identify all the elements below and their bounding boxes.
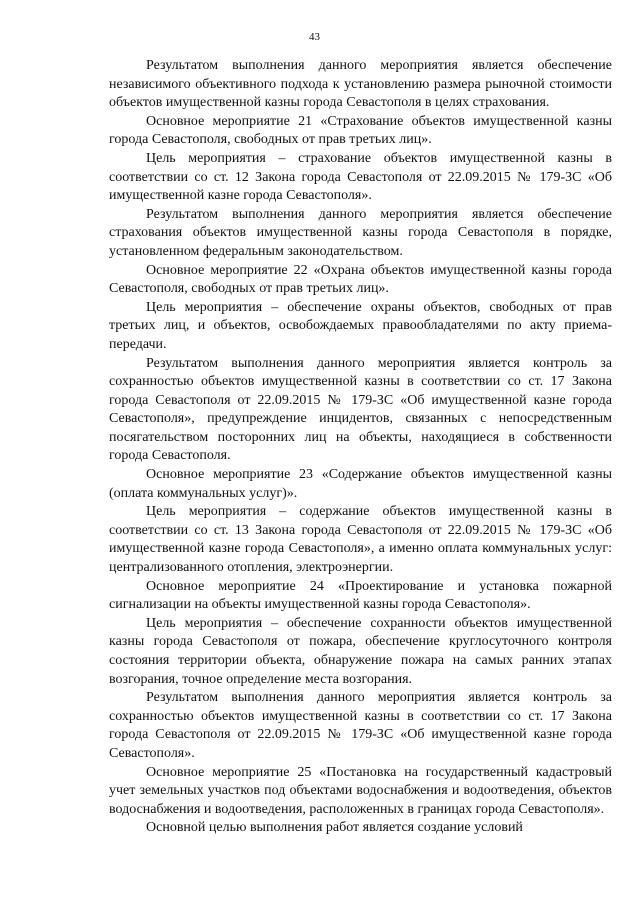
paragraph-goal-security: Цель мероприятия – обеспечение охраны объектов, свободных от прав третьих лиц, и объектов, освобождаемых правообладателями по акту приема-передачи.	[109, 299, 612, 352]
paragraph-goal-insurance: Цель мероприятия – страхование объектов имущественной казны в соответствии со ст. 12 Закона города Севастополя от 22.09.2015 № 179-ЗС «Об имущественной казне города Севастополя».	[109, 150, 612, 204]
paragraph-measure-21: Основное мероприятие 21 «Страхование объектов имущественной казны города Севастополя, свободных от прав третьих лиц».	[109, 113, 612, 148]
page-number: 43	[309, 31, 320, 43]
paragraph-goal-fire-alarm: Цель мероприятия – обеспечение сохранности объектов имущественной казны города Севастополя от пожара, обеспечение круглосуточного контроля состояния территории объекта, обнаружение пожара на самых ранних этапах возгорания, точное определение места возгорания.	[109, 615, 612, 687]
document-body	[109, 57, 612, 838]
paragraph-result-valuation: Результатом выполнения данного мероприятия является обеспечение независимого объективного подхода к установлению размера рыночной стоимости объектов имущественной казны города Севастополя в целях страхования.	[109, 58, 612, 111]
paragraph-measure-22: Основное мероприятие 22 «Охрана объектов имущественной казны города Севастополя, свободных от прав третьих лиц».	[109, 262, 612, 297]
paragraph-goal-maintenance: Цель мероприятия – содержание объектов имущественной казны в соответствии со ст. 13 Закона города Севастополя от 22.09.2015 № 179-ЗС «Об имущественной казне города Севастополя», а именно оплата коммунальных услуг: централизованного отопления, электроэнергии.	[109, 504, 612, 576]
paragraph-measure-23: Основное мероприятие 23 «Содержание объектов имущественной казны (оплата коммунальных услуг)».	[109, 467, 612, 501]
paragraph-main-goal: Основной целью выполнения работ является создание условий	[146, 820, 523, 836]
paragraph-result-security: Результатом выполнения данного мероприятия является контроль за сохранностью объектов имущественной казны в соответствии со ст. 17 Закона города Севастополя от 22.09.2015 № 179-ЗС «Об имущественной казне города Севастополя», предупреждение инцидентов, связанных с непосредственным посягательством посторонних лиц на объекты, находящиеся в собственности города Севастополя.	[109, 355, 612, 464]
paragraph-result-insurance: Результатом выполнения данного мероприятия является обеспечение страхования объектов имущественной казны города Севастополя в порядке, установленном федеральным законодательством.	[109, 206, 612, 259]
paragraph-measure-25: Основное мероприятие 25 «Постановка на государственный кадастровый учет земельных участков под объектами водоснабжения и водоотведения, объектов водоснабжения и водоотведения, расположенных в границах города Севастополя».	[109, 764, 612, 817]
paragraph-result-fire-alarm: Результатом выполнения данного мероприятия является контроль за сохранностью объектов имущественной казны в соответствии со ст. 17 Закона города Севастополя от 22.09.2015 № 179-ЗС «Об имущественной казне города Севастополя».	[109, 690, 612, 761]
paragraph-measure-24: Основное мероприятие 24 «Проектирование и установка пожарной сигнализации на объекты имущественной казны города Севастополя».	[109, 578, 612, 613]
